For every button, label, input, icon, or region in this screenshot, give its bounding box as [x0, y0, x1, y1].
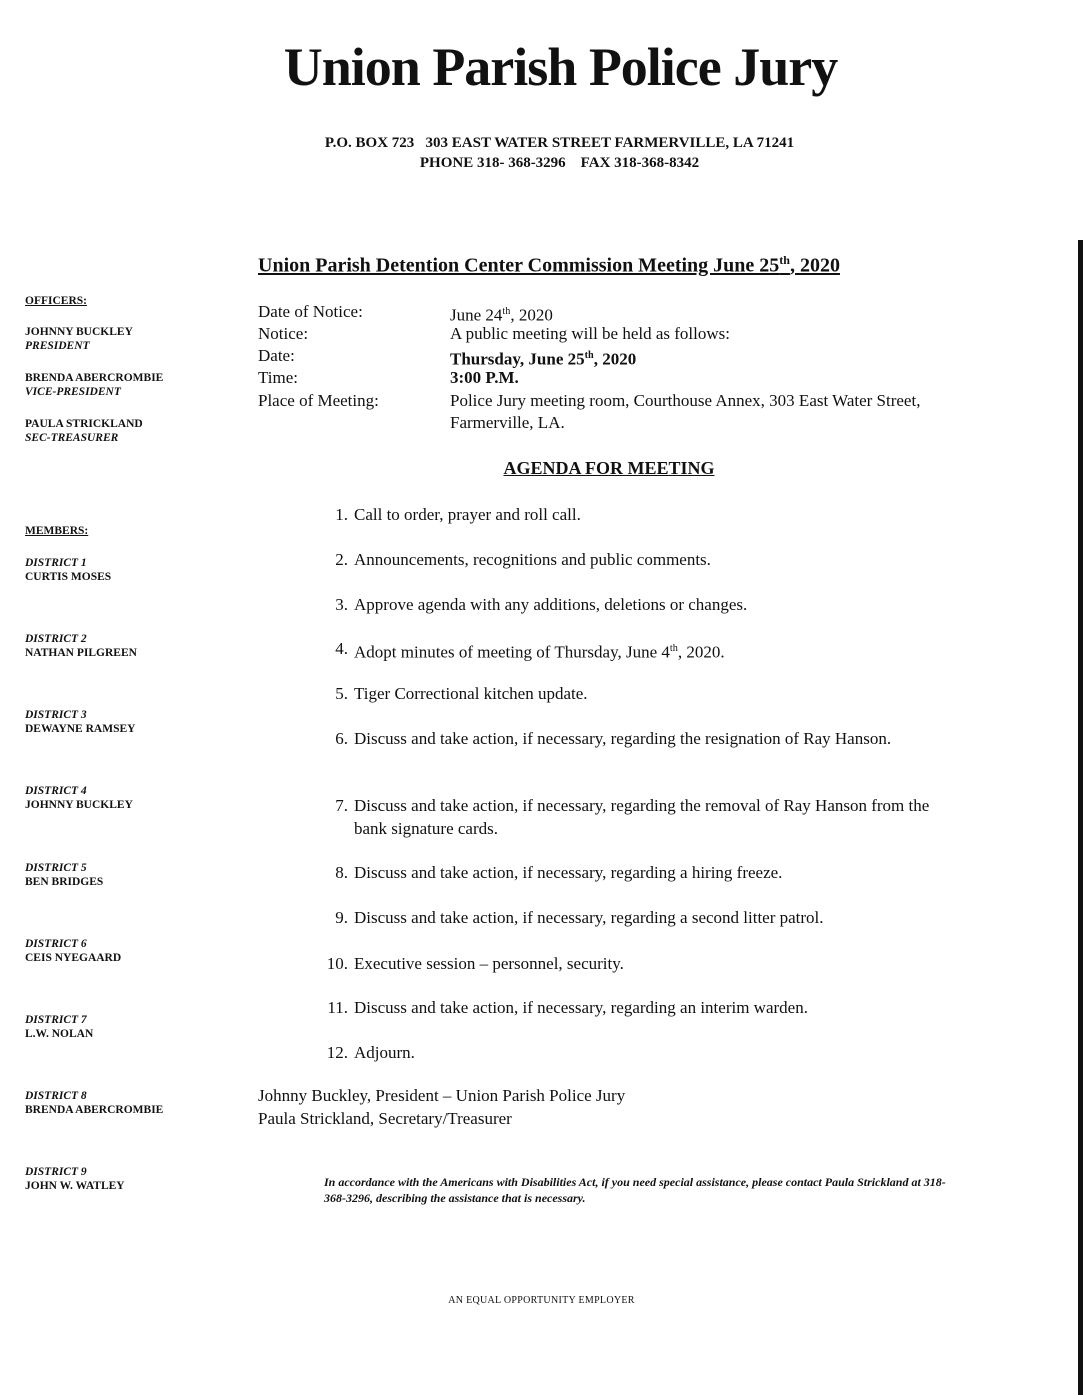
agenda-item-text: Executive session – personnel, security. [354, 954, 624, 973]
member-name: JOHNNY BUCKLEY [25, 799, 133, 811]
member-district: DISTRICT 2 [25, 633, 87, 645]
member-entry [25, 861, 103, 889]
member-entry [25, 632, 137, 660]
member-district: DISTRICT 6 [25, 938, 87, 950]
notice-value: Thursday, June 25th, 2020 [450, 349, 637, 369]
officer-name: JOHNNY BUCKLEY [25, 326, 133, 338]
agenda-item-text: Discuss and take action, if necessary, regarding an interim warden. [354, 998, 808, 1017]
footer-equal-opportunity: AN EQUAL OPPORTUNITY EMPLOYER [448, 1295, 635, 1306]
agenda-item-number: 12. [326, 1043, 348, 1062]
agenda-item-text: Discuss and take action, if necessary, regarding the resignation of Ray Hanson. [354, 729, 892, 748]
notice-label: Place of Meeting: [258, 391, 379, 410]
agenda-item-number: 3. [335, 595, 348, 614]
officer-name: BRENDA ABERCROMBIE [25, 372, 164, 384]
member-entry [25, 1089, 163, 1117]
agenda-item-number: 8. [335, 863, 348, 882]
agenda-item-number: 5. [335, 684, 348, 703]
member-name: CURTIS MOSES [25, 571, 112, 583]
member-entry [25, 784, 133, 812]
member-name: L.W. NOLAN [25, 1028, 94, 1040]
address-line: P.O. BOX 723 303 EAST WATER STREET FARMERVILLE, LA 71241 [324, 135, 795, 151]
agenda-item-text: Adopt minutes of meeting of Thursday, June 4th, 2020. [354, 642, 725, 662]
member-name: NATHAN PILGREEN [25, 647, 137, 659]
agenda-item-number: 1. [335, 505, 348, 524]
meeting-title: Union Parish Detention Center Commission Meeting June 25th, 2020 [258, 253, 840, 277]
agenda-item-number: 7. [335, 796, 348, 815]
agenda-item-number: 4. [335, 639, 348, 658]
member-name: CEIS NYEGAARD [25, 952, 122, 964]
officer-role: PRESIDENT [25, 340, 90, 352]
notice-label: Time: [258, 368, 299, 387]
member-name: BEN BRIDGES [25, 876, 104, 888]
officer-entry [25, 325, 133, 353]
agenda-item-number: 9. [335, 908, 348, 927]
member-name: DEWAYNE RAMSEY [25, 723, 136, 735]
ada-notice: In accordance with the Americans with Disabilities Act, if you need special assistance, please contact Paula Strickland at 318-368-3296, describing the assistance that is necessary. [324, 1175, 946, 1205]
officer-entry [25, 371, 163, 399]
agenda-item-text: Announcements, recognitions and public comments. [354, 550, 711, 569]
officer-name: PAULA STRICKLAND [25, 418, 143, 430]
officers-heading: OFFICERS: [25, 295, 87, 307]
member-name: BRENDA ABERCROMBIE [25, 1104, 164, 1116]
officer-role: VICE-PRESIDENT [25, 386, 121, 398]
member-district: DISTRICT 5 [25, 862, 87, 874]
notice-label: Notice: [258, 324, 309, 343]
signer-president: Johnny Buckley, President – Union Parish Police Jury [258, 1086, 626, 1105]
notice-value: A public meeting will be held as follows: [450, 324, 730, 343]
agenda-item-number: 10. [326, 954, 348, 973]
member-entry [25, 1013, 93, 1041]
notice-label: Date of Notice: [258, 302, 363, 321]
page-edge-shadow [1078, 240, 1083, 1395]
agenda-item-text: Discuss and take action, if necessary, regarding the removal of Ray Hanson from the bank signature cards. [354, 796, 930, 838]
phone-fax-line: PHONE 318- 368-3296 FAX 318-368-8342 [419, 155, 700, 171]
officer-role: SEC-TREASURER [25, 432, 119, 444]
member-district: DISTRICT 3 [25, 709, 87, 721]
agenda-item-number: 2. [335, 550, 348, 569]
notice-value: June 24th, 2020 [450, 305, 553, 325]
notice-value: 3:00 P.M. [450, 368, 519, 387]
agenda-item-number: 11. [327, 998, 348, 1017]
member-entry [25, 708, 135, 736]
member-entry [25, 937, 121, 965]
agenda-item-text: Adjourn. [354, 1043, 415, 1062]
member-district: DISTRICT 4 [25, 785, 87, 797]
member-district: DISTRICT 8 [25, 1090, 87, 1102]
agenda-item-text: Tiger Correctional kitchen update. [354, 684, 588, 703]
notice-label: Date: [258, 346, 295, 365]
member-entry [25, 1165, 125, 1193]
org-title: Union Parish Police Jury [283, 37, 838, 97]
notice-value: Police Jury meeting room, Courthouse Annex, 303 East Water Street, Farmerville, LA. [450, 391, 921, 432]
agenda-item-number: 6. [335, 729, 348, 748]
members-heading: MEMBERS: [25, 525, 89, 537]
member-district: DISTRICT 9 [25, 1166, 87, 1178]
signer-secretary: Paula Strickland, Secretary/Treasurer [258, 1109, 512, 1128]
agenda-heading: AGENDA FOR MEETING [503, 458, 715, 478]
agenda-item-text: Discuss and take action, if necessary, regarding a second litter patrol. [354, 908, 824, 927]
member-district: DISTRICT 7 [25, 1014, 87, 1026]
agenda-item-text: Approve agenda with any additions, deletions or changes. [354, 595, 748, 614]
member-district: DISTRICT 1 [25, 557, 87, 569]
officer-entry [25, 417, 143, 445]
agenda-item-text: Discuss and take action, if necessary, regarding a hiring freeze. [354, 863, 783, 882]
member-name: JOHN W. WATLEY [25, 1180, 125, 1192]
agenda-item-text: Call to order, prayer and roll call. [354, 505, 581, 524]
member-entry [25, 556, 111, 584]
